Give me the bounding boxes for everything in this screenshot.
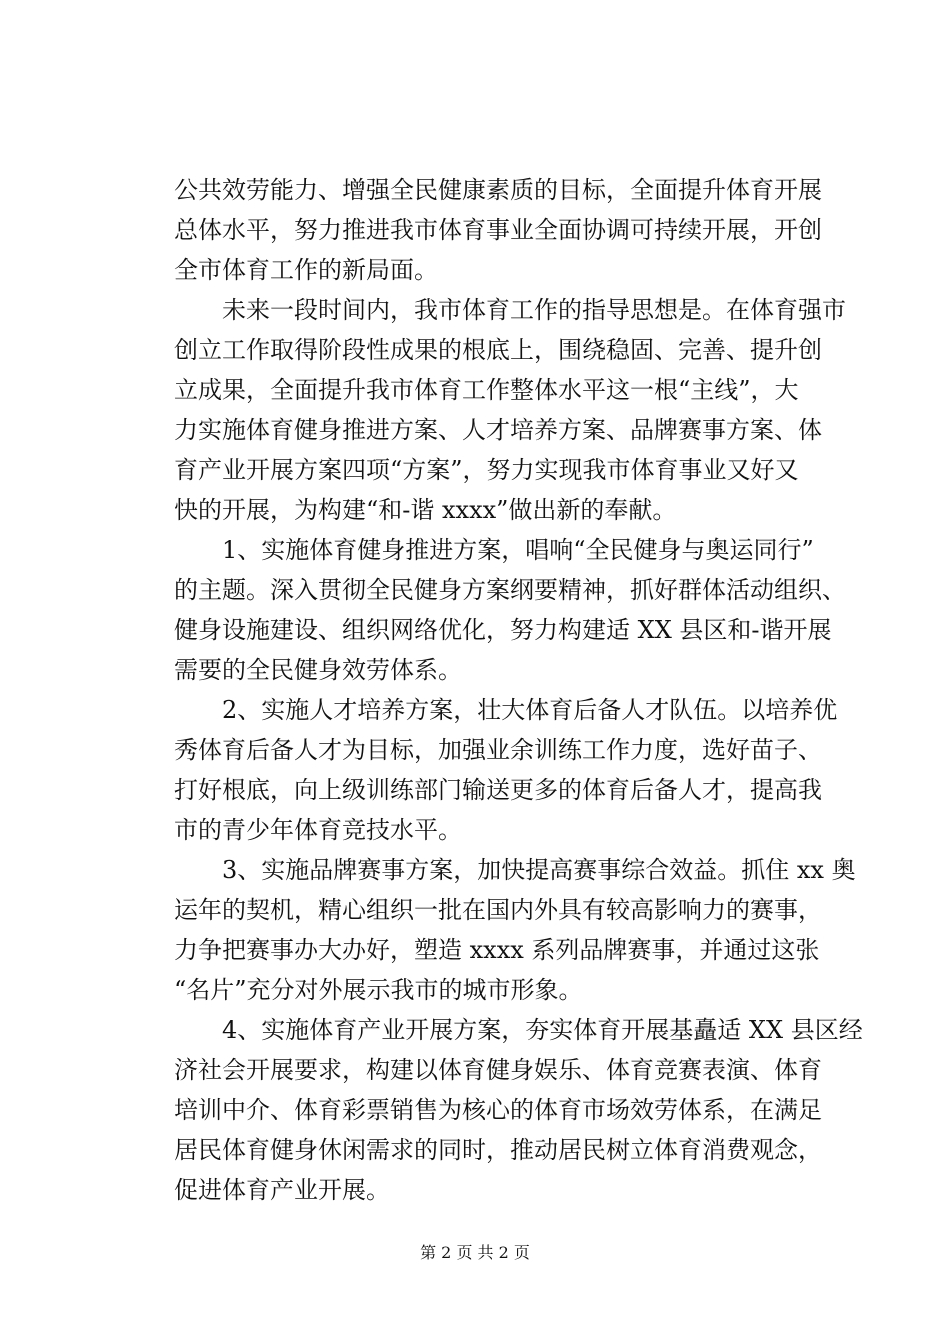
text-line: 需要的全民健身效劳体系。	[174, 656, 462, 684]
text-line: 培训中介、体育彩票销售为核心的体育市场效劳体系，在满足	[174, 1096, 822, 1124]
paragraph	[174, 850, 856, 1010]
paragraph	[174, 1010, 863, 1210]
text-line: 居民体育健身休闲需求的同时，推动居民树立体育消费观念，	[174, 1136, 822, 1164]
text-line: 4、实施体育产业开展方案，夯实体育开展基矗适 XX 县区经	[222, 1016, 863, 1044]
text-line: 总体水平，努力推进我市体育事业全面协调可持续开展，开创	[174, 216, 822, 244]
paragraph	[174, 690, 838, 850]
text-line: 打好根底，向上级训练部门输送更多的体育后备人才，提高我	[174, 776, 822, 804]
paragraph	[174, 170, 822, 290]
text-line: 2、实施人才培养方案，壮大体育后备人才队伍。以培养优	[222, 696, 838, 724]
text-line: 育产业开展方案四项“方案”，努力实现我市体育事业又好又	[174, 456, 799, 484]
text-line: 运年的契机，精心组织一批在国内外具有较高影响力的赛事，	[174, 896, 822, 924]
text-line: 促进体育产业开展。	[174, 1176, 390, 1204]
text-line: 健身设施建设、组织网络优化，努力构建适 XX 县区和-谐开展	[174, 616, 832, 644]
text-line: 1、实施体育健身推进方案，唱响“全民健身与奥运同行”	[222, 536, 814, 564]
text-line: 的主题。深入贯彻全民健身方案纲要精神，抓好群体活动组织、	[174, 576, 846, 604]
text-line: 创立工作取得阶段性成果的根底上，围绕稳固、完善、提升创	[174, 336, 822, 364]
text-line: 快的开展，为构建“和-谐 xxxx”做出新的奉献。	[174, 496, 677, 524]
page-footer: 第 2 页 共 2 页	[420, 1243, 530, 1262]
text-line: 未来一段时间内，我市体育工作的指导思想是。在体育强市	[222, 296, 846, 324]
text-line: 公共效劳能力、增强全民健康素质的目标，全面提升体育开展	[174, 176, 822, 204]
text-line: “名片”充分对外展示我市的城市形象。	[174, 976, 583, 1004]
text-line: 立成果，全面提升我市体育工作整体水平这一根“主线”，大	[174, 376, 799, 404]
text-line: 秀体育后备人才为目标，加强业余训练工作力度，选好苗子、	[174, 736, 822, 764]
paragraph	[174, 290, 846, 530]
text-line: 力实施体育健身推进方案、人才培养方案、品牌赛事方案、体	[174, 416, 822, 444]
text-line: 3、实施品牌赛事方案，加快提高赛事综合效益。抓住 xx 奥	[222, 856, 856, 884]
text-line: 市的青少年体育竞技水平。	[174, 816, 462, 844]
text-line: 济社会开展要求，构建以体育健身娱乐、体育竞赛表演、体育	[174, 1056, 822, 1084]
paragraph	[174, 530, 846, 690]
text-line: 全市体育工作的新局面。	[174, 256, 438, 284]
document-body	[174, 170, 863, 1210]
text-line: 力争把赛事办大办好，塑造 xxxx 系列品牌赛事，并通过这张	[174, 936, 820, 964]
